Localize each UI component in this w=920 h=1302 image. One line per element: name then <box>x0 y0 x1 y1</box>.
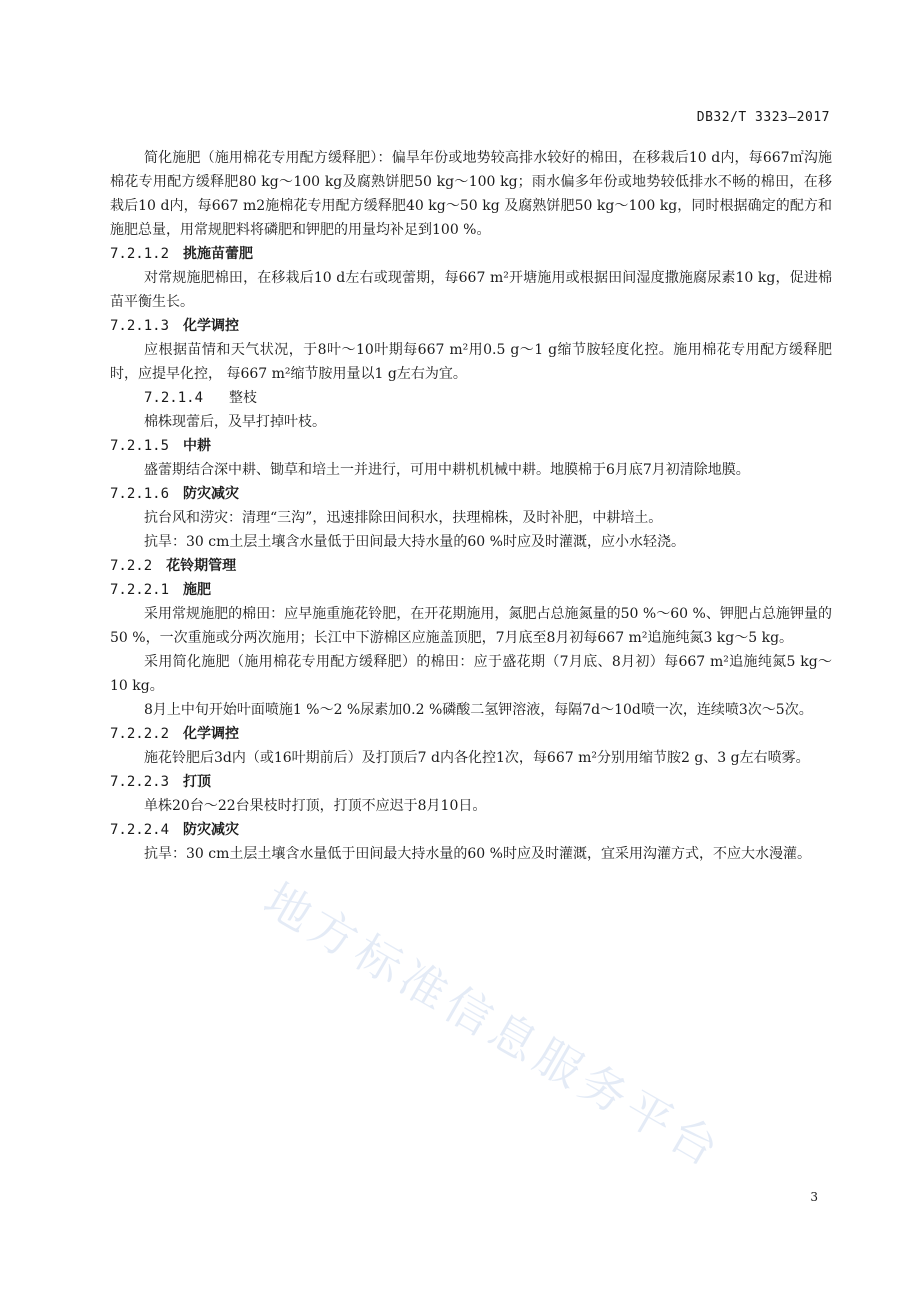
paragraph-seedling-fertilizer: 对常规施肥棉田，在移栽后10 d左右或现蕾期，每667 m²开塘施用或根据田间湿度撒施腐尿素10 kg，促进棉苗平衡生长。 <box>110 270 832 310</box>
paragraph-chemical-control-flowering: 施花铃肥后3d内（或16叶期前后）及打顶后7 d内各化控1次，每667 m²分别用缩节胺2 g、3 g左右喷雾。 <box>144 750 810 766</box>
section-title: 化学调控 <box>183 318 240 334</box>
section-title: 打顶 <box>183 774 212 790</box>
section-heading-7-2-2-1 <box>110 578 832 602</box>
section-heading-7-2-1-3 <box>110 314 832 338</box>
paragraph-simplified-fertilization-flowering: 采用简化施肥（施用棉花专用配方缓释肥）的棉田：应于盛花期（7月底、8月初）每667 m²追施纯氮5 kg～10 kg。 <box>110 654 832 694</box>
section-number: 7.2.2.1 <box>110 582 170 598</box>
paragraph-foliar-spray: 8月上中旬开始叶面喷施1 %～2 %尿素加0.2 %磷酸二氢钾溶液，每隔7d～10d喷一次，连续喷3次～5次。 <box>144 702 813 718</box>
section-heading-7-2-2-2 <box>110 722 832 746</box>
section-number: 7.2.1.2 <box>110 246 170 262</box>
section-number: 7.2.1.4 <box>144 390 204 406</box>
paragraph-typhoon-flood: 抗台风和涝灾：清理“三沟”，迅速排除田间积水，扶理棉株，及时补肥，中耕培土。 <box>144 510 663 526</box>
paragraph-cultivation: 盛蕾期结合深中耕、锄草和培土一并进行，可用中耕机机械中耕。地膜棉于6月底7月初清除地膜。 <box>144 462 750 478</box>
paragraph-drought: 抗旱：30 cm土层土壤含水量低于田间最大持水量的60 %时应及时灌溉，应小水轻浇。 <box>144 534 685 550</box>
section-heading-7-2-2-4 <box>110 818 832 842</box>
section-number: 7.2.1.6 <box>110 486 170 502</box>
section-title: 花铃期管理 <box>166 558 237 574</box>
section-title: 中耕 <box>183 438 212 454</box>
section-title: 施肥 <box>183 582 212 598</box>
paragraph-topping: 单株20台～22台果枝时打顶，打顶不应迟于8月10日。 <box>144 798 487 814</box>
paragraph-pruning: 棉株现蕾后，及早打掉叶枝。 <box>144 414 326 430</box>
section-number: 7.2.2.3 <box>110 774 170 790</box>
paragraph-chemical-control: 应根据苗情和天气状况，于8叶～10叶期每667 m²用0.5 g～1 g缩节胺轻度化控。施用棉花专用配方缓释肥时，应提早化控， 每667 m²缩节胺用量以1 g左右为宜。 <box>110 342 832 382</box>
section-title: 挑施苗蕾肥 <box>183 246 254 262</box>
section-title: 整枝 <box>229 390 258 406</box>
section-title: 防灾减灾 <box>183 822 240 838</box>
paragraph-simplified-fertilization: 简化施肥（施用棉花专用配方缓释肥）：偏旱年份或地势较高排水较好的棉田，在移栽后10 d内，每667㎡沟施棉花专用配方缓释肥80 kg～100 kg及腐熟饼肥50 kg～100 kg；雨水偏多年份或地势较低排水不畅的棉田，在移栽后10 d内，每667 m2施棉花专用配方缓释肥40 kg～50 kg 及腐熟饼肥50 kg～100 kg，同时根据确定的配方和施肥总量，用常规肥料将磷肥和钾肥的用量均补足到100 %。 <box>110 150 832 238</box>
paragraph-drought-flowering: 抗旱：30 cm土层土壤含水量低于田间最大持水量的60 %时应及时灌溉，宜采用沟灌方式，不应大水漫灌。 <box>144 846 811 862</box>
section-title: 防灾减灾 <box>183 486 240 502</box>
watermark: 地方标准信息服务平台 <box>255 872 733 1179</box>
section-number: 7.2.2.4 <box>110 822 170 838</box>
section-heading-7-2-1-5 <box>110 434 832 458</box>
page-number: 3 <box>810 1190 818 1204</box>
document-body <box>110 146 832 866</box>
section-heading-7-2-1-4 <box>110 386 832 410</box>
section-heading-7-2-2-3 <box>110 770 832 794</box>
paragraph-conventional-fertilization: 采用常规施肥的棉田：应早施重施花铃肥，在开花期施用，氮肥占总施氮量的50 %～60 %、钾肥占总施钾量的50 %，一次重施或分两次施用；长江中下游棉区应施盖顶肥，7月底至8月初每667 m²追施纯氮3 kg～5 kg。 <box>110 606 832 646</box>
section-number: 7.2.1.3 <box>110 318 170 334</box>
document-code: DB32/T 3323—2017 <box>696 110 830 125</box>
section-heading-7-2-1-2 <box>110 242 832 266</box>
section-title: 化学调控 <box>183 726 240 742</box>
section-heading-7-2-2 <box>110 554 832 578</box>
section-heading-7-2-1-6 <box>110 482 832 506</box>
section-number: 7.2.2 <box>110 558 153 574</box>
section-number: 7.2.2.2 <box>110 726 170 742</box>
section-number: 7.2.1.5 <box>110 438 170 454</box>
